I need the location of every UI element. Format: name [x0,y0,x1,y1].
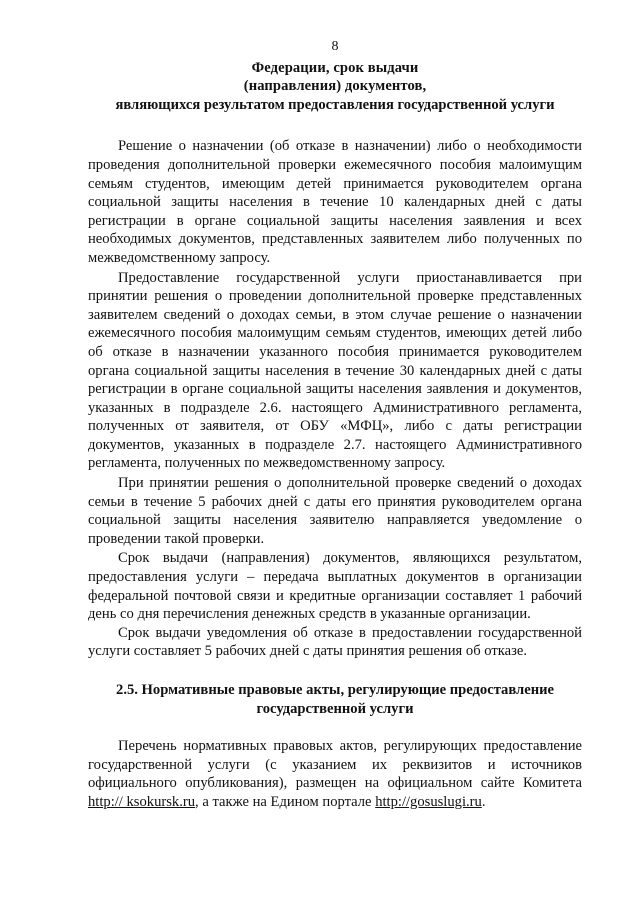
paragraph-decision-deadline: Решение о назначении (об отказе в назначении) либо о необходимости проведения дополнительной проверки ежемесячного пособия малоимущим семьям студентов, имеющим детей принимается руководителем органа социальной защиты населения в течение 10 календарных дней с даты регистрации в органе социальной защиты населения заявления и всех необходимых документов, представленных заявителем либо полученных по межведомственному запросу. [88,138,582,266]
page-number: 8 [331,39,339,54]
paragraph-additional-check: При принятии решения о дополнительной проверке сведений о доходах семьи в течение 5 рабочих дней с даты его принятия руководителем органа социальной защиты населения заявителю направляется уведомление о проведении такой проверки. [88,475,582,547]
top-heading [88,59,582,115]
committee-site-link[interactable]: http:// ksokursk.ru [88,793,196,810]
section-heading-line1: 2.5. Нормативные правовые акты, регулирующие предоставление [116,682,554,698]
gosuslugi-portal-link[interactable]: http://gosuslugi.ru [375,793,482,810]
paragraph-refusal-notice: Срок выдачи уведомления об отказе в предоставлении государственной услуги составляет 5 рабочих дней с даты принятия решения об отказе. [88,624,582,660]
section-heading-line2: государственной услуги [256,700,414,717]
paragraph-legal-acts: Перечень нормативных правовых актов, регулирующих предоставление государственной услуги (с указанием их реквизитов и источников официального опубликования), размещен на официальном сайте Комитета http:// ksokursk.ru, а также на Едином портале http://gosuslugi.ru. [88,738,582,810]
section-heading-2-5 [88,681,582,718]
top-heading-line2: являющихся результатом предоставления государственной услуги [115,96,555,113]
top-heading-line1: Федерации, срок выдачи (направления) документов, [243,59,427,95]
paragraph-suspension: Предоставление государственной услуги приостанавливается при принятии решения о проведении дополнительной проверке представленных заявителем сведений о доходах семьи, в этом случае решение о назначении ежемесячного пособия малоимущим семьям студентов, имеющих детей либо об отказе в назначении указанного пособия принимается руководителем органа социальной защиты населения в течение 30 календарных дней с даты регистрации в органе социальной защиты населения заявления и документов, указанных в подразделе 2.6. настоящего Административного регламента, полученных от заявителя, от ОБУ «МФЦ», либо с даты регистрации документов, указанных в подразделе 2.7. настоящего Административного регламента, полученных по межведомственному запросу. [88,269,582,472]
paragraph-issue-deadline: Срок выдачи (направления) документов, являющихся результатом, предоставления услуги – передача выплатных документов в организации федеральной почтовой связи и кредитные организации составляет 1 рабочий день со дня перечисления денежных средств в указанные организации. [88,550,582,623]
